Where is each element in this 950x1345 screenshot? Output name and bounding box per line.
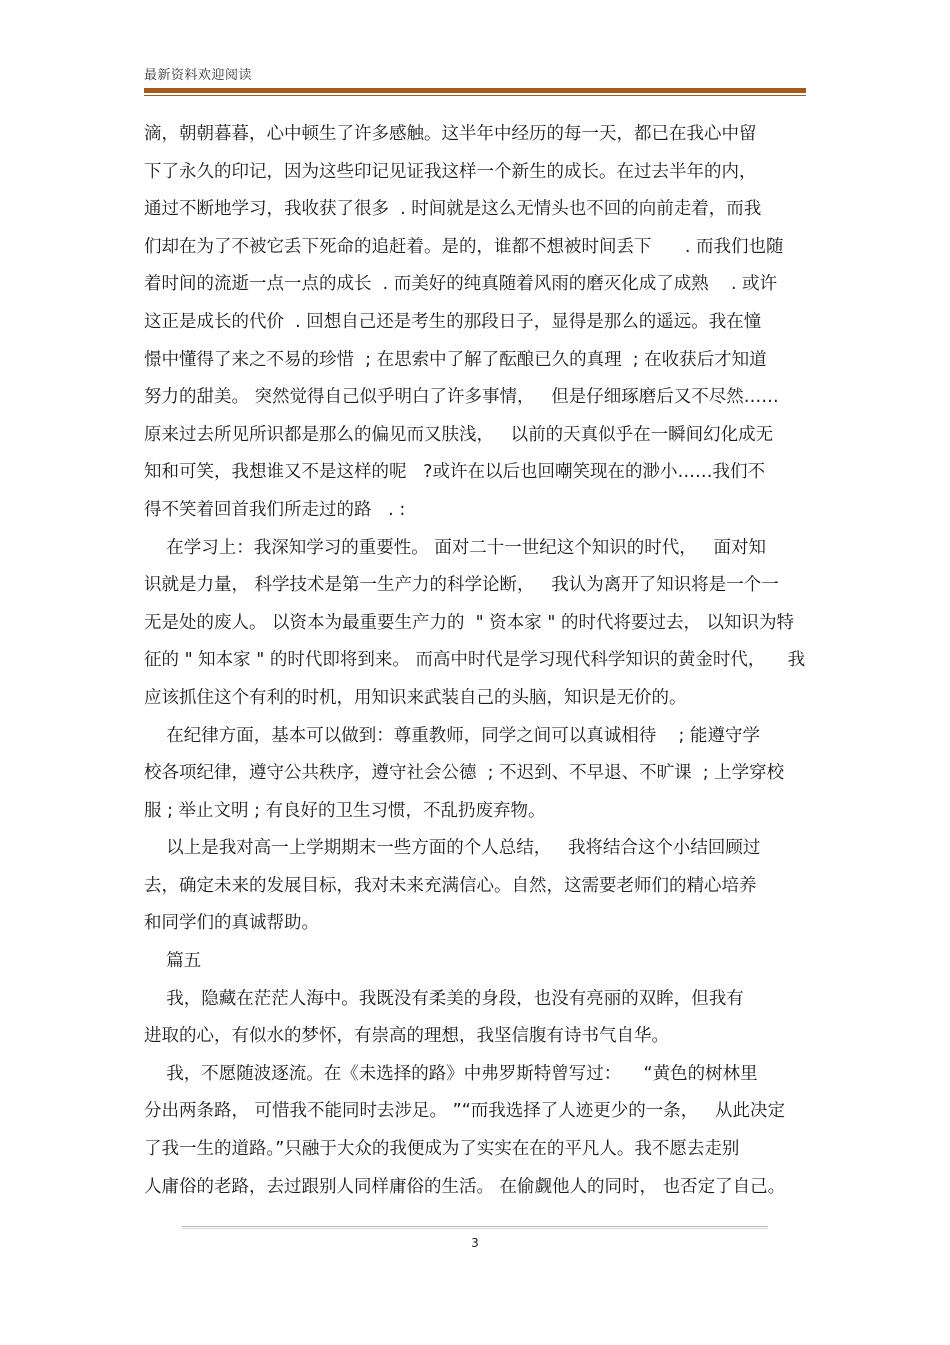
text-line: 了我一生的道路。”只融于大众的我便成为了实实在在的平凡人。我不愿去走别 — [144, 1139, 740, 1160]
text-line: 得不笑着回首我们所走过的路 . : — [144, 499, 406, 520]
document-body — [144, 116, 816, 1206]
header-rule — [144, 88, 806, 97]
text-line: 在纪律方面，基本可以做到：尊重教师，同学之间可以真诚相待 ; 能遵守学 — [144, 725, 760, 746]
text-line: 在学习上：我深知学习的重要性。 面对二十一世纪这个知识的时代， 面对知 — [144, 537, 766, 558]
text-line: 进取的心，有似水的梦怀，有崇高的理想，我坚信腹有诗书气自华。 — [144, 1026, 669, 1047]
section-heading: 篇五 — [144, 951, 202, 972]
footer-rule-line — [182, 1226, 768, 1227]
header-rule-thick — [144, 88, 806, 93]
text-line: 下了永久的印记，因为这些印记见证我这样一个新生的成长。在过去半年的内， — [144, 161, 757, 182]
text-line: 识就是力量， 科学技术是第一生产力的科学论断， 我认为离开了知识将是一个一 — [144, 575, 779, 596]
text-line: 人庸俗的老路，去过跟别人同样庸俗的生活。 在偷觑他人的同时， 也否定了自己。 — [144, 1176, 786, 1197]
footer-rule-line — [182, 1228, 768, 1229]
text-line: 校各项纪律，遵守公共秩序，遵守社会公德 ; 不迟到、不早退、不旷课 ; 上学穿校 — [144, 763, 785, 784]
text-line: 去，确定未来的发展目标，我对未来充满信心。自然，这需要老师们的精心培养 — [144, 875, 757, 896]
text-line: 和同学们的真诚帮助。 — [144, 913, 319, 934]
text-line: 原来过去所见所识都是那么的偏见而又肤浅， 以前的天真似乎在一瞬间幻化成无 — [144, 424, 774, 445]
text-line: 分出两条路， 可惜我不能同时去涉足。 ”“而我选择了人迹更少的一条， 从此决定 — [144, 1101, 785, 1122]
text-line: 努力的甜美。 突然觉得自己似乎明白了许多事情， 但是仔细琢磨后又不尽然…… — [144, 387, 779, 408]
text-line: 我，隐藏在茫茫人海中。我既没有柔美的身段，也没有亮丽的双眸，但我有 — [144, 988, 744, 1009]
footer-rule — [182, 1226, 768, 1229]
page-header-text: 最新资料欢迎阅读 — [144, 68, 253, 83]
text-line: 这正是成长的代价 . 回想自己还是考生的那段日子，显得是那么的遥远。我在憧 — [144, 311, 762, 332]
text-line: 们却在为了不被它丢下死命的追赶着。是的，谁都不想被时间丢下 . 而我们也随 — [144, 236, 784, 257]
text-line: 憬中懂得了来之不易的珍惜 ; 在思索中了解了酝酿已久的真理 ; 在收获后才知道 — [144, 349, 767, 370]
text-line: 无是处的废人。 以资本为最重要生产力的 " 资本家 " 的时代将要过去， 以知识为特 — [144, 612, 795, 633]
text-line: 通过不断地学习，我收获了很多 . 时间就是这么无情头也不回的向前走着，而我 — [144, 199, 762, 220]
text-line: 我，不愿随波逐流。在《未选择的路》中弗罗斯特曾写过： “黄色的树林里 — [144, 1063, 758, 1084]
header-rule-thin — [144, 95, 806, 96]
text-line: 应该抓住这个有利的时机，用知识来武装自己的头脑，知识是无价的。 — [144, 687, 687, 708]
page-number: 3 — [471, 1236, 479, 1250]
text-line: 滴，朝朝暮暮，心中顿生了许多感触。这半年中经历的每一天，都已在我心中留 — [144, 124, 757, 144]
text-line: 服 ; 举止文明 ; 有良好的卫生习惯，不乱扔废弃物。 — [144, 800, 546, 821]
text-line: 着时间的流逝一点一点的成长 . 而美好的纯真随着风雨的磨灭化成了成熟 . 或许 — [144, 274, 778, 295]
text-line: 知和可笑，我想谁又不是这样的呢 ?或许在以后也回嘲笑现在的渺小……我们不 — [144, 462, 765, 483]
text-line: 征的 " 知本家 " 的时代即将到来。 而高中时代是学习现代科学知识的黄金时代， 我 — [144, 650, 806, 671]
text-line: 以上是我对高一上学期期末一些方面的个人总结， 我将结合这个小结回顾过 — [144, 838, 761, 859]
